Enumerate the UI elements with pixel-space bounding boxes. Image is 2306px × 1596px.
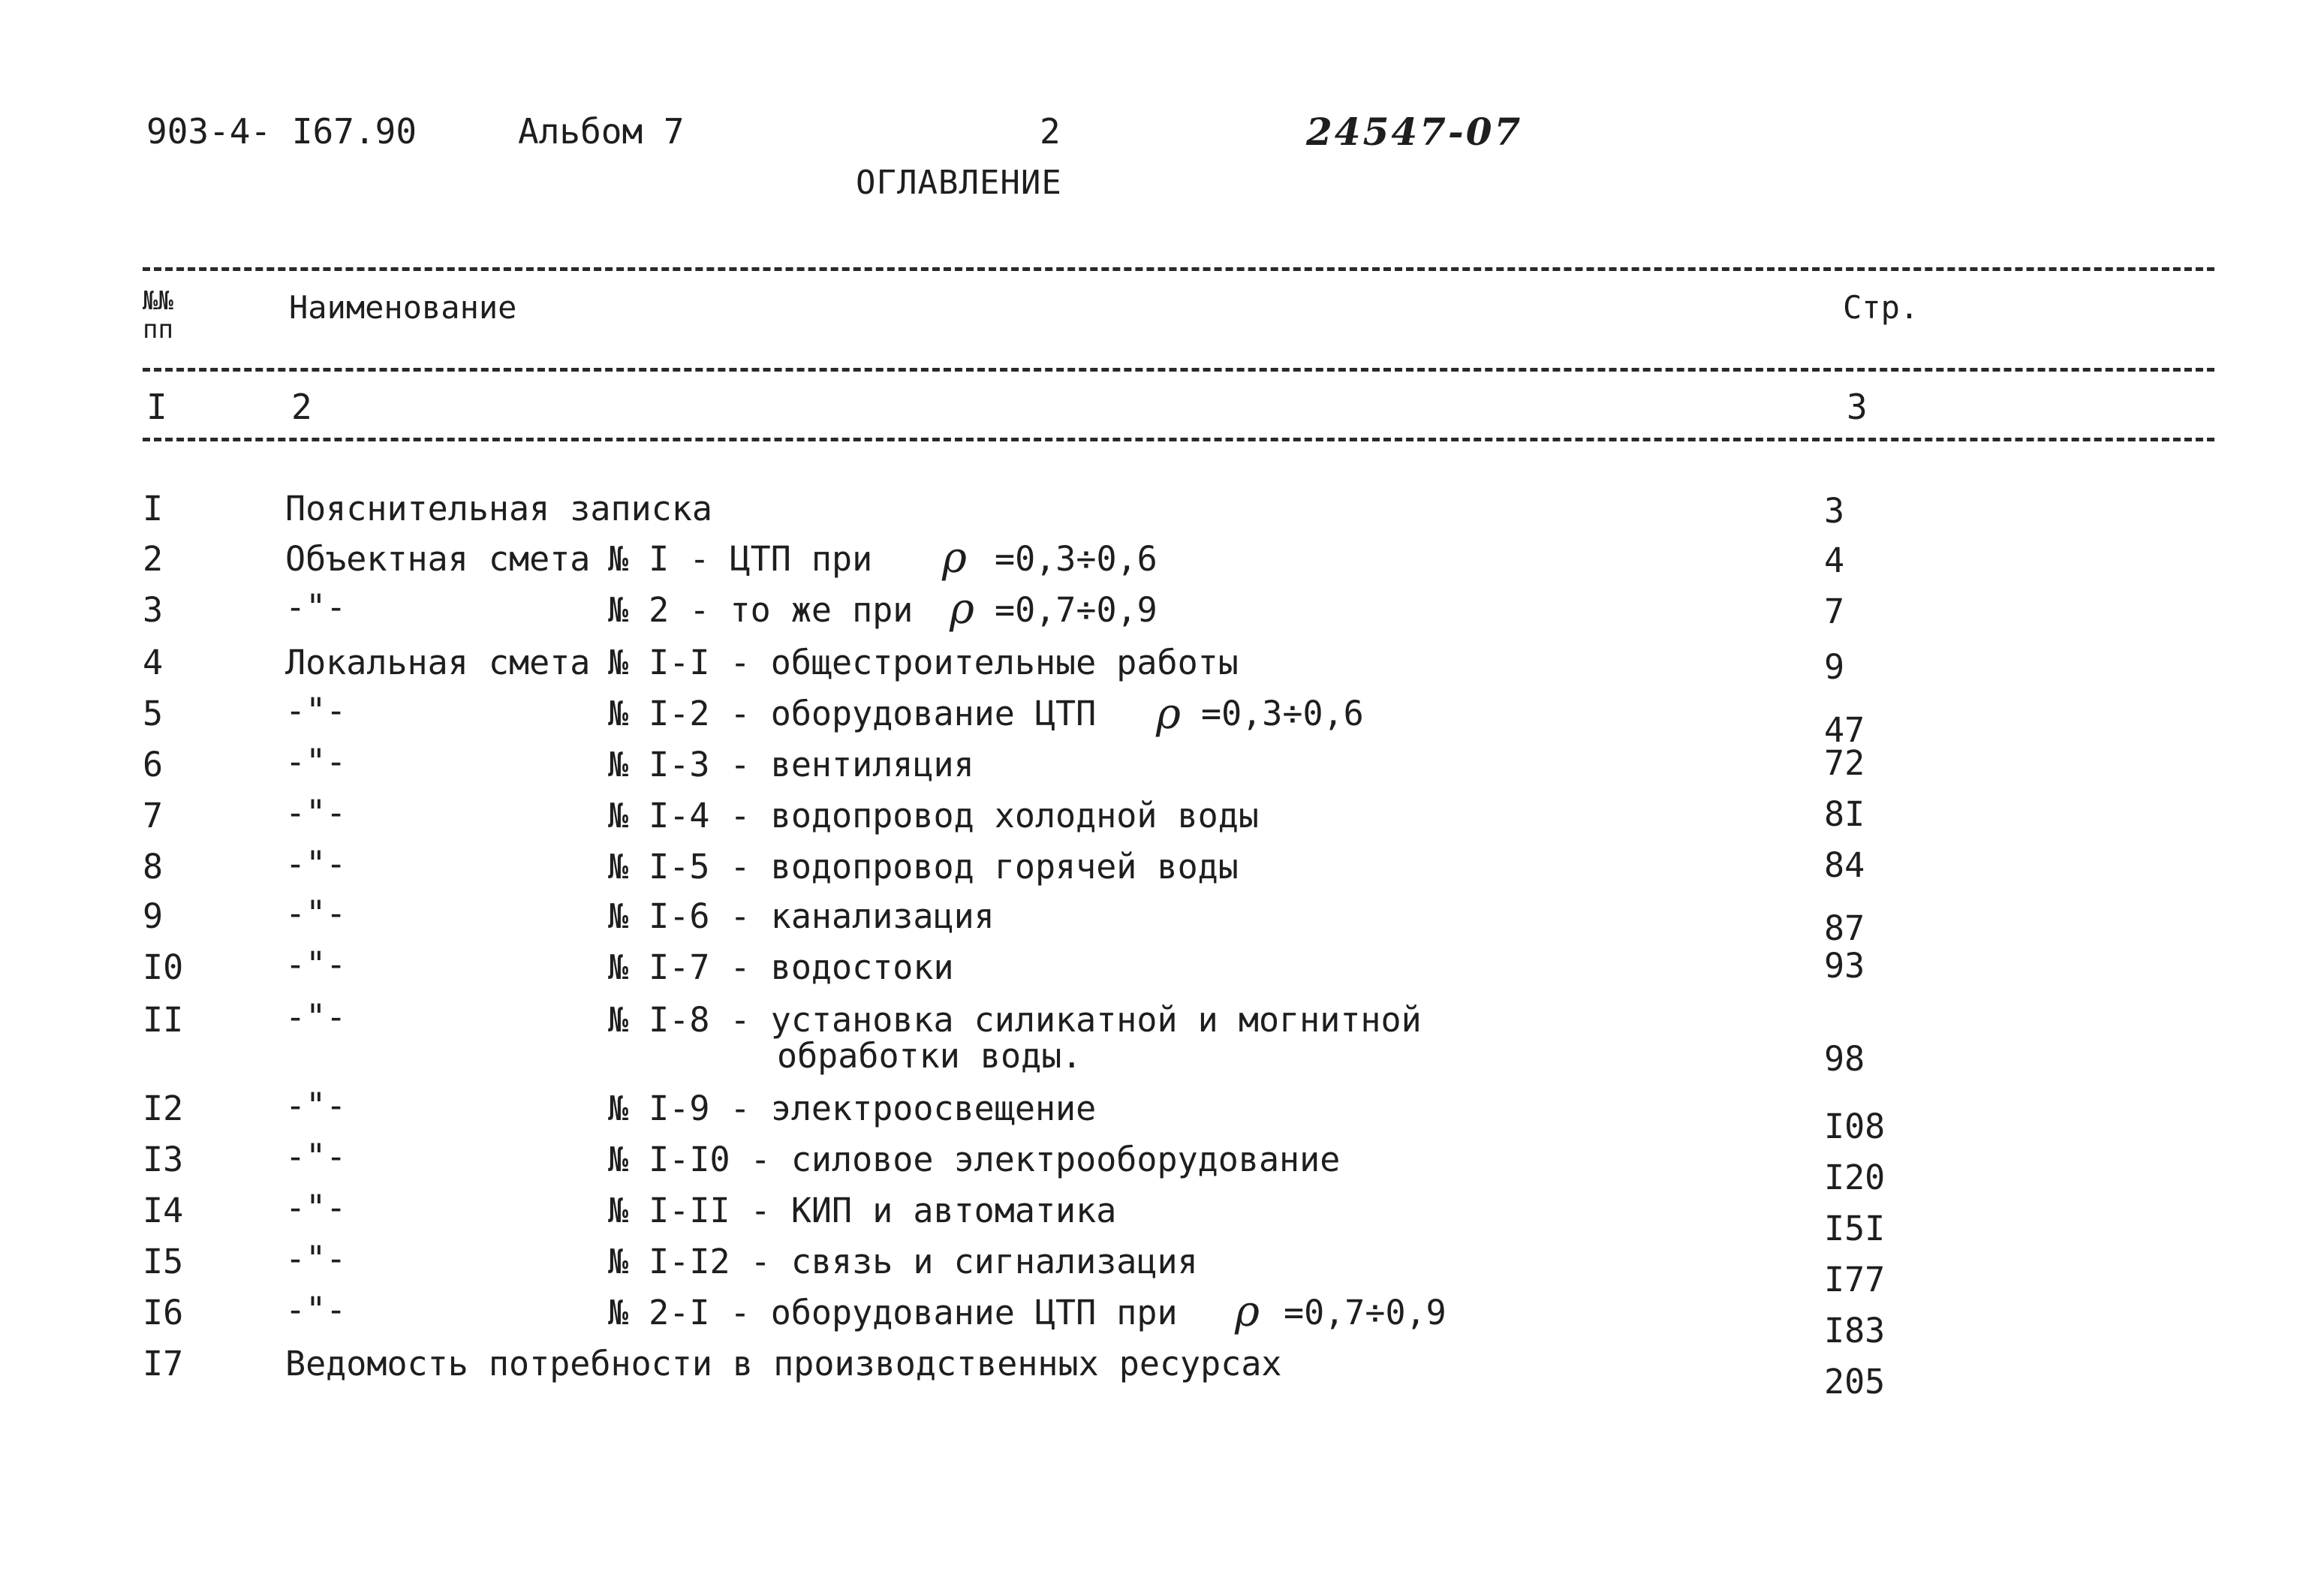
row-extra: =0,3÷0,6 bbox=[995, 539, 1158, 579]
row-name: Локальная смета bbox=[285, 643, 591, 682]
document-code: 903-4- I67.90 bbox=[146, 111, 417, 152]
row-code: № I-I - общестроительные работы bbox=[608, 643, 1239, 682]
row-number: I bbox=[143, 489, 164, 528]
table-columns-rule bbox=[143, 438, 2214, 441]
row-number: I6 bbox=[143, 1293, 184, 1333]
row-code: № I-7 - водостоки bbox=[608, 947, 954, 987]
row-number: 5 bbox=[143, 694, 164, 733]
row-page: 3 bbox=[1824, 491, 1845, 531]
ditto-mark: -"- bbox=[285, 997, 347, 1037]
ditto-mark: -"- bbox=[285, 1290, 347, 1329]
row-code: № 2-I - оборудование ЦТП при bbox=[608, 1293, 1178, 1333]
rho-symbol: ρ bbox=[942, 534, 967, 583]
row-code: № I - ЦТП при bbox=[608, 539, 873, 579]
row-code: № I-9 - электроосвещение bbox=[608, 1089, 1097, 1128]
row-number: I3 bbox=[143, 1140, 184, 1179]
ditto-mark: -"- bbox=[285, 587, 347, 627]
row-number: I5 bbox=[143, 1242, 184, 1281]
row-code: № I-5 - водопровод горячей воды bbox=[608, 847, 1239, 887]
page-number: 2 bbox=[1040, 111, 1061, 152]
column-number-3: 3 bbox=[1847, 387, 1868, 427]
row-page: 84 bbox=[1824, 845, 1865, 885]
ditto-mark: -"- bbox=[285, 1239, 347, 1278]
row-number: 4 bbox=[143, 643, 164, 682]
registration-stamp: 24547-07 bbox=[1306, 110, 1523, 154]
row-code: № I-2 - оборудование ЦТП bbox=[608, 694, 1097, 733]
row-page: 7 bbox=[1824, 592, 1845, 631]
row-number: 3 bbox=[143, 590, 164, 630]
row-page: I08 bbox=[1824, 1107, 1886, 1146]
row-code: № I-4 - водопровод холодной воды bbox=[608, 796, 1259, 836]
row-page: 72 bbox=[1824, 743, 1865, 783]
row-code: № I-II - КИП и автоматика bbox=[608, 1191, 1117, 1230]
ditto-mark: -"- bbox=[285, 793, 347, 833]
row-number: I2 bbox=[143, 1089, 184, 1128]
ditto-mark: -"- bbox=[285, 691, 347, 730]
column-number-1: I bbox=[146, 387, 167, 427]
table-top-rule bbox=[143, 267, 2214, 271]
page-title: ОГЛАВЛЕНИЕ bbox=[856, 164, 1062, 202]
row-page: I5I bbox=[1824, 1209, 1886, 1248]
row-page: I83 bbox=[1824, 1311, 1886, 1351]
row-page: 8I bbox=[1824, 794, 1865, 834]
row-code: № I-8 - установка силикатной и могнитной bbox=[608, 1000, 1422, 1040]
row-page: I77 bbox=[1824, 1260, 1886, 1299]
row-extra: =0,3÷0,6 bbox=[1201, 694, 1364, 733]
row-code: № I-I2 - связь и сигнализация bbox=[608, 1242, 1198, 1281]
rho-symbol: ρ bbox=[1156, 690, 1181, 739]
row-name: Пояснительная записка bbox=[285, 489, 712, 528]
column-header-page: Стр. bbox=[1843, 289, 1919, 326]
ditto-mark: -"- bbox=[285, 1137, 347, 1176]
row-code: № I-I0 - силовое электрооборудование bbox=[608, 1140, 1341, 1179]
row-page: 47 bbox=[1824, 710, 1865, 750]
row-page: 87 bbox=[1824, 908, 1865, 948]
row-name: Ведомость потребности в производственных ресурсах bbox=[285, 1344, 1282, 1384]
row-page: I20 bbox=[1824, 1158, 1886, 1197]
row-number: 9 bbox=[143, 896, 164, 936]
album-label: Альбом 7 bbox=[518, 111, 685, 152]
row-code: № I-3 - вентиляция bbox=[608, 745, 974, 784]
row-number: 8 bbox=[143, 847, 164, 887]
ditto-mark: -"- bbox=[285, 1086, 347, 1125]
row-code: № I-6 - канализация bbox=[608, 896, 995, 936]
row-page: 4 bbox=[1824, 541, 1845, 580]
row-page: 98 bbox=[1824, 1039, 1865, 1079]
row-name: Объектная смета bbox=[285, 539, 591, 579]
row-number: 2 bbox=[143, 539, 164, 579]
ditto-mark: -"- bbox=[285, 844, 347, 884]
row-page: 9 bbox=[1824, 647, 1845, 687]
row-number: I4 bbox=[143, 1191, 184, 1230]
row-page: 93 bbox=[1824, 946, 1865, 986]
ditto-mark: -"- bbox=[285, 944, 347, 984]
row-extra: =0,7÷0,9 bbox=[995, 590, 1158, 630]
ditto-mark: -"- bbox=[285, 742, 347, 781]
column-number-2: 2 bbox=[291, 387, 312, 427]
column-header-name: Наименование bbox=[289, 289, 517, 326]
row-number: 6 bbox=[143, 745, 164, 784]
row-page: 205 bbox=[1824, 1362, 1886, 1402]
column-header-num: №№ пп bbox=[143, 286, 173, 345]
row-number: I0 bbox=[143, 947, 184, 987]
row-number: I7 bbox=[143, 1344, 184, 1384]
rho-symbol: ρ bbox=[950, 585, 974, 634]
rho-symbol: ρ bbox=[1235, 1287, 1260, 1336]
ditto-mark: -"- bbox=[285, 893, 347, 933]
row-extra: =0,7÷0,9 bbox=[1284, 1293, 1447, 1333]
row-number: 7 bbox=[143, 796, 164, 836]
table-header-rule bbox=[143, 368, 2214, 372]
row-number: II bbox=[143, 1000, 184, 1040]
ditto-mark: -"- bbox=[285, 1188, 347, 1227]
row-code: № 2 - то же при bbox=[608, 590, 914, 630]
row-code-continuation: обработки воды. bbox=[777, 1036, 1082, 1076]
